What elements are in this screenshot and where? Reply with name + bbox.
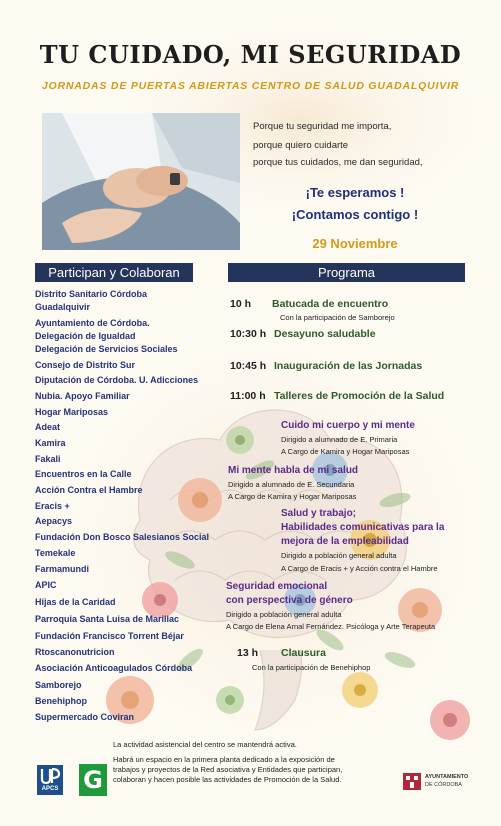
program-title: Batucada de encuentro	[272, 298, 389, 310]
list-item: APIC	[35, 580, 57, 590]
workshop-title: Habilidades comunicativas para la	[281, 522, 445, 533]
workshop-note: A Cargo de Kamira y Hogar Mariposas	[281, 447, 410, 456]
ayuntamiento-line-1: AYUNTAMIENTO	[425, 774, 469, 780]
list-item: Eracis +	[35, 501, 70, 511]
footer-line: Habrá un espacio en la primera planta dedicado a la exposición de	[113, 755, 335, 764]
workshop-note: Dirigido a alumnado de E. Secundaria	[228, 480, 355, 489]
list-item: Samborejo	[35, 680, 82, 690]
intro-line-2: porque quiero cuidarte	[253, 140, 349, 151]
footer-line: La actividad asistencial del centro se mantendrá activa.	[113, 740, 297, 749]
list-item: Fundación Don Bosco Salesianos Social	[35, 532, 210, 542]
workshop-note: Dirigido a población general adulta	[226, 610, 342, 619]
list-item: Consejo de Distrito Sur	[35, 360, 136, 370]
workshop-title: Salud y trabajo;	[281, 508, 357, 519]
welcome-line-2: ¡Contamos contigo !	[291, 207, 419, 222]
list-item: Fakali	[35, 454, 61, 464]
apcs-logo-mark	[37, 765, 63, 787]
workshop-note: A Cargo de Elena Arnal Fernández. Psicóloga y Arte Terapeuta	[226, 622, 436, 631]
hands-photo	[42, 113, 240, 250]
g-letter-icon: G	[83, 766, 103, 794]
list-item: Supermercado Coviran	[35, 712, 135, 722]
program-title: Desayuno saludable	[274, 328, 376, 340]
poster-title: TU CUIDADO, MI SEGURIDAD	[39, 40, 462, 69]
list-item: Asociación Anticoagulados Córdoba	[35, 663, 193, 673]
program-title: Clausura	[281, 647, 326, 659]
program-time: 10:45 h	[230, 360, 267, 372]
workshop-title: Cuido mi cuerpo y mi mente	[281, 420, 415, 431]
intro-line-1: Porque tu seguridad me importa,	[253, 121, 392, 132]
list-item: Farmamundi	[35, 564, 90, 574]
footer-line: colaboran y hacen posible las actividades de Promoción de la Salud.	[113, 775, 342, 784]
workshop-title: con perspectiva de género	[226, 595, 353, 606]
workshop-note: Dirigido a población general adulta	[281, 551, 397, 560]
list-item: Delegación de Servicios Sociales	[35, 344, 178, 354]
workshop-title: mejora de la empleabilidad	[281, 536, 409, 547]
ayuntamiento-cordoba-logo	[401, 768, 467, 794]
program-header: Programa	[228, 263, 465, 282]
list-item: Diputación de Córdoba. U. Adicciones	[35, 375, 199, 385]
workshop-note: Dirigido a alumnado de E. Primaria	[281, 435, 398, 444]
intro-line-3: porque tus cuidados, me dan seguridad,	[253, 157, 423, 168]
list-item: Fundación Francisco Torrent Béjar	[35, 631, 184, 641]
program-time: 13 h	[237, 647, 259, 659]
program-time: 10:30 h	[230, 328, 267, 340]
program-time: 11:00 h	[230, 390, 266, 402]
workshop-note: A Cargo de Eracis + y Acción contra el Hambre	[281, 564, 438, 573]
poster-subtitle: JORNADAS DE PUERTAS ABIERTAS CENTRO DE SALUD GUADALQUIVIR	[41, 80, 460, 92]
list-item: Adeat	[35, 422, 61, 432]
list-item: Encuentros en la Calle	[35, 469, 132, 479]
list-item: Hogar Mariposas	[35, 407, 109, 417]
list-item: Delegación de Igualdad	[35, 331, 136, 341]
list-item: Guadalquivir	[35, 302, 91, 312]
list-item: Temekale	[35, 548, 76, 558]
program-title: Inauguración de las Jornadas	[274, 360, 423, 372]
list-item: Acción Contra el Hambre	[35, 485, 143, 495]
list-item: Kamira	[35, 438, 66, 448]
workshop-note: A Cargo de Kamira y Hogar Mariposas	[228, 492, 357, 501]
program-time: 10 h	[230, 298, 252, 310]
program-title: Talleres de Promoción de la Salud	[274, 390, 445, 402]
green-g-logo	[79, 764, 107, 796]
apcs-logo	[37, 765, 63, 795]
list-item: Distrito Sanitario Córdoba	[35, 289, 148, 299]
apcs-logo-text: APCS	[41, 786, 59, 792]
list-item: Ayuntamiento de Córdoba.	[35, 318, 150, 328]
coat-of-arms-icon	[401, 770, 423, 792]
workshop-title: Mi mente habla de mi salud	[228, 465, 359, 476]
list-item: Aepacys	[35, 516, 73, 526]
list-item: Nubia. Apoyo Familiar	[35, 391, 130, 401]
program-note: Con la participación de Samborejo	[280, 313, 395, 322]
program-note: Con la participación de Benehiphop	[252, 663, 371, 672]
workshop-title: Seguridad emocional	[226, 581, 328, 592]
list-item: Benehiphop	[35, 696, 87, 706]
participants-header: Participan y Colaboran	[35, 263, 193, 282]
footer-line: trabajos y proyectos de la Red asociativa y Entidades que participan,	[113, 765, 343, 774]
list-item: Rtoscanonutricion	[35, 647, 115, 657]
event-date: 29 Noviembre	[312, 236, 398, 251]
ayuntamiento-line-2: DE CÓRDOBA	[425, 782, 462, 788]
list-item: Hijas de la Caridad	[35, 597, 116, 607]
welcome-line-1: ¡Te esperamos !	[305, 185, 405, 200]
list-item: Parroquia Santa Luisa de Marillac	[35, 614, 180, 624]
